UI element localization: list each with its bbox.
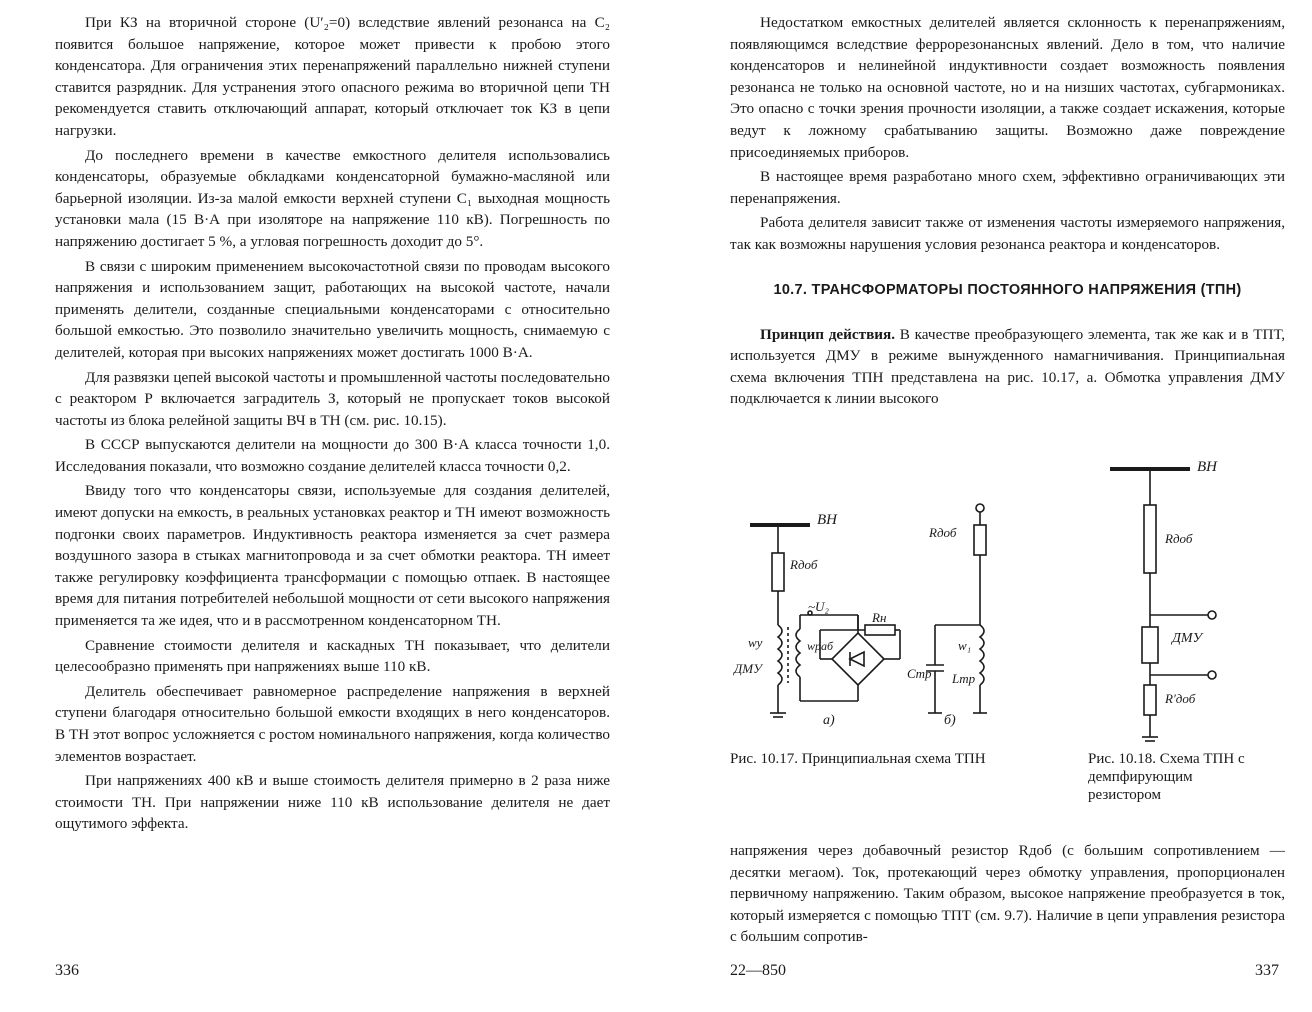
paragraph: Работа делителя зависит также от изменения частоты измеряемого напряжения, так как возможны нарушения условия резонанса реактора и конденсаторов. [730,214,1285,253]
paragraph: напряжения через добавочный резистор Rдоб (с большим сопротивлением — десятки мегаом). Ток, протекающий через обмотку управления, пропорционален первичному напряжению. Таким образом, высокое напряжение преобразуется в ток, который измеряется с помощью ТПТ (см. 9.7). Наличие в цепи управления резистора с большим сопротив- [730,842,1285,946]
label-r-n: Rн [872,610,887,625]
paragraph: Сравнение стоимости делителя и каскадных ТН показывает, что делители целесообразно применять при напряжениях выше 110 кВ. [55,636,610,676]
label-w-y: wу [748,635,763,650]
paragraph: Для развязки цепей высокой частоты и промышленной частоты последовательно с реактором Р включается заградитель З, который не пропускает токов высокой частоты из блока релейной защиты ВЧ в ТН (см. рис. 10.15). [55,368,610,429]
figure-caption-10-18: Рис. 10.18. Схема ТПН с демпфирующим резистором [1088,751,1245,803]
right-page [660,0,1312,1012]
label-c-tr: Cтр [907,666,932,681]
section-heading: 10.7. ТРАНСФОРМАТОРЫ ПОСТОЯННОГО НАПРЯЖЕНИЯ (ТПН) [773,281,1242,298]
paragraph: При напряжениях 400 кВ и выше стоимость делителя примерно в 2 раза ниже стоимости ТН. При напряжении ниже 110 кВ использование делителя не дает ощутимого эффекта. [55,772,610,833]
paragraph-principle [730,324,1285,410]
paragraph: До последнего времени в качестве емкостного делителя использовались конденсаторы, образуемые обкладками конденсаторной бумажно-масляной или барьерной изоляции. Из-за малой емкости верхней ступени C₁ выходная мощность установки мала (15 В·А при изоляторе на напряжение 110 кВ). Погрешность по напряжению достигает 5 %, а угловая погрешность доходит до 5°. [55,146,610,250]
label-w-rab: wраб [807,639,834,653]
paragraph-body: В качестве преобразующего элемента, так же как и в ТПТ, используется ДМУ в режиме вынужденного намагничивания. Принципиальная схема включения ТПН представлена на рис. 10.17, а. Обмотка управления ДМУ подключается к линии высокого [730,325,1285,408]
paragraph-lead: Принцип действия. [760,325,896,343]
paragraph: В настоящее время разработано много схем, эффективно ограничивающих эти перенапряжения. [730,168,1285,207]
paragraph: Недостатком емкостных делителей является склонность к перенапряжениям, появляющимся вследствие феррорезонансных явлений. Дело в том, что наличие конденсаторов и нелинейной индуктивности создает возможность появления резонанса не только на основной частоте, но и на низших частотах, субгармониках. Это опасно с точки зрения прочности изоляции, а также создает искажения, которые ведут к ложному срабатыванию защиты. Возможно даже повреждение присоединяемых приборов. [730,14,1285,161]
label-vn-18: ВН [1197,459,1217,475]
label-l-tr: Lтр [952,671,976,686]
left-page [0,0,650,1012]
page-number-left: 336 [55,962,79,979]
signature-mark: 22—850 [730,962,786,979]
label-r-dob: Rдоб [790,557,818,572]
label-b: б) [944,713,956,728]
right-page-text [730,12,1285,410]
label-r-dob-b: Rдоб [929,525,957,540]
label-vn: ВН [817,512,837,528]
figure-10-18 [1110,469,1216,741]
paragraph: В связи с широким применением высокочастотной связи по проводам высокого напряжения и использованием защит, работающих на высокой частоте, начали применять делители, созданные специальными конденсаторами с относительно большой емкостью. Это позволило значительно увеличить мощность, снимаемую с делителей, которая при высоких напряжениях может достигать 1000 В·А. [55,257,610,361]
label-a: а) [823,713,835,728]
figure-caption-10-17: Рис. 10.17. Принципиальная схема ТПН [730,751,986,767]
label-r-dob-prime: R′доб [1165,691,1196,706]
paragraph: При КЗ на вторичной стороне (U′₂=0) вследствие явлений резонанса на C₂ появится большое напряжение, которое может привести к пробою этого конденсатора. Для ограничения этих перенапряжений параллельно нижней ступени ставится разрядник. Для устранения этого опасного режима во вторичной цепи ТН рекомендуется ставить отключающий аппарат, который отключает ток КЗ в цепи нагрузки. [55,14,610,139]
paragraph: Делитель обеспечивает равномерное распределение напряжения в верхней ступени благодаря относительно большой емкости входящих в него конденсаторов. В ТН этот вопрос усложняется с ростом номинального напряжения, когда количество элементов возрастает. [55,682,610,765]
label-w1: w₁ [958,638,972,653]
paragraph: Ввиду того что конденсаторы связи, используемые для создания делителей, имеют допуски на емкость, в реальных установках реактор и ТН имеют возможность подгонки своих параметров. Индуктивность реактора изменяется за счет размера воздушного зазора в стыках магнитопровода и за счет обмотки реактора. ТН имеет также регулировку коэффициента трансформации с помощью отпаек. В настоящее время для питания потребителей небольшой мощности от сети высокого напряжения применяется та же идея, что и в рассмотренном конденсаторном ТН. [55,482,610,630]
label-dmu-18: ДМУ [1172,631,1202,646]
paragraph: В СССР выпускаются делители на мощности до 300 В·А класса точности 1,0. Исследования показали, что возможно создание делителей класса точности 0,2. [55,436,610,475]
page-number-right: 337 [1255,962,1279,979]
label-dmu-a: ДМУ [734,661,762,676]
circuit-figures [660,445,1312,765]
left-page-text [55,12,610,835]
label-r-dob-18: Rдоб [1165,531,1193,546]
right-page-bottom-text [730,840,1285,948]
label-u2: ~U₂ [808,599,829,614]
